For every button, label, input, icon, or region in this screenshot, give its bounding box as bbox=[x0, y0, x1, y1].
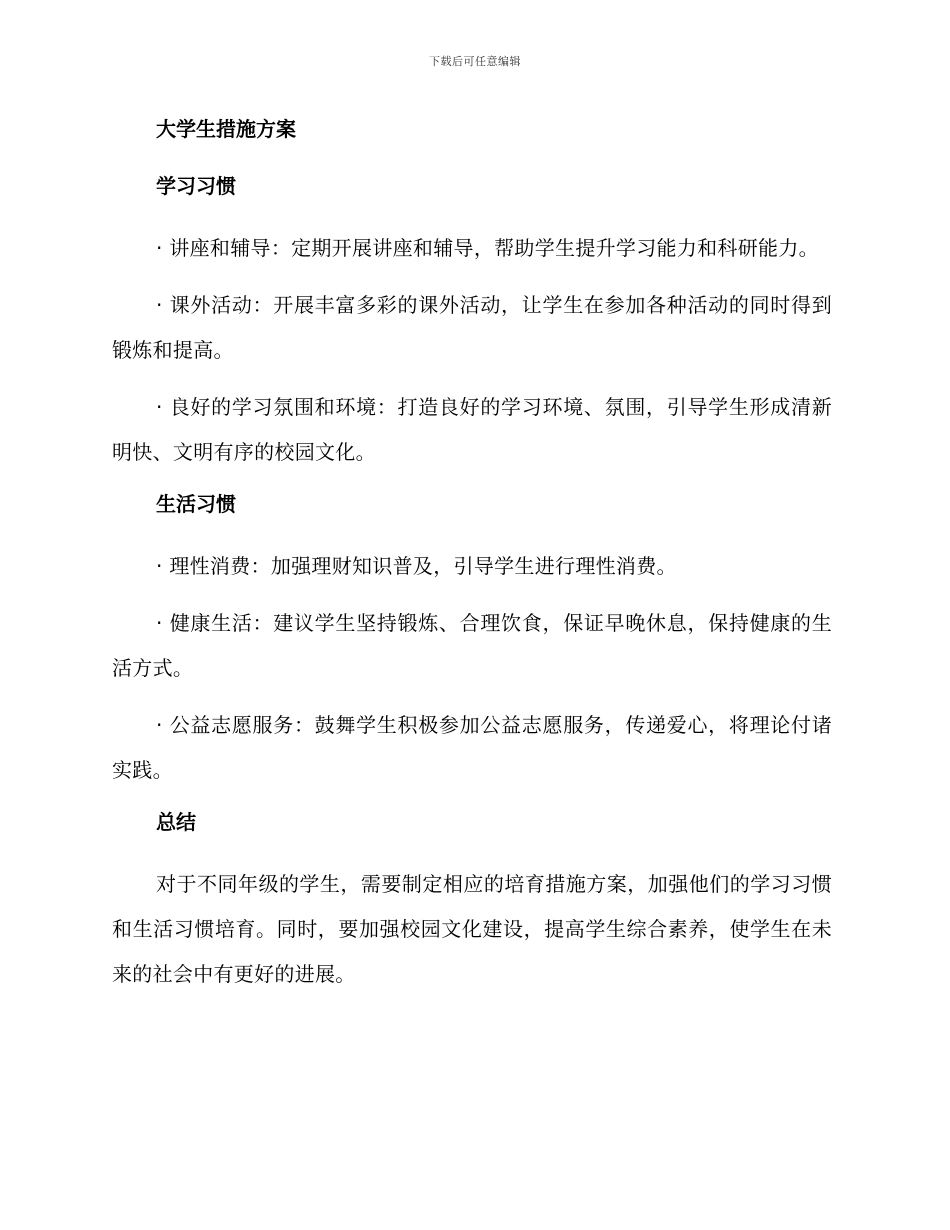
document-body bbox=[112, 112, 832, 1009]
document-title: 大学生措施方案 bbox=[156, 117, 296, 141]
section-heading-study: 学习习惯 bbox=[156, 174, 236, 198]
page-header: 下载后可任意编辑 bbox=[429, 55, 521, 68]
list-item: · 课外活动：开展丰富多彩的课外活动，让学生在参加各种活动的同时得到锻炼和提高。 bbox=[112, 293, 832, 362]
list-item: · 讲座和辅导：定期开展讲座和辅导，帮助学生提升学习能力和科研能力。 bbox=[156, 236, 819, 260]
list-item: · 公益志愿服务：鼓舞学生积极参加公益志愿服务，传递爱心，将理论付诸实践。 bbox=[112, 713, 832, 782]
list-item: · 健康生活：建议学生坚持锻炼、合理饮食，保证早晚休息，保持健康的生活方式。 bbox=[112, 611, 832, 680]
section-heading-life: 生活习惯 bbox=[156, 492, 236, 516]
list-item: · 理性消费：加强理财知识普及，引导学生进行理性消费。 bbox=[156, 554, 677, 578]
list-item: · 良好的学习氛围和环境：打造良好的学习环境、氛围，引导学生形成清新明快、文明有序的校园文化。 bbox=[112, 395, 832, 464]
summary-paragraph: 对于不同年级的学生，需要制定相应的培育措施方案，加强他们的学习习惯和生活习惯培育。同时，要加强校园文化建设，提高学生综合素养，使学生在未来的社会中有更好的进展。 bbox=[112, 872, 832, 986]
section-heading-summary: 总结 bbox=[156, 810, 196, 834]
